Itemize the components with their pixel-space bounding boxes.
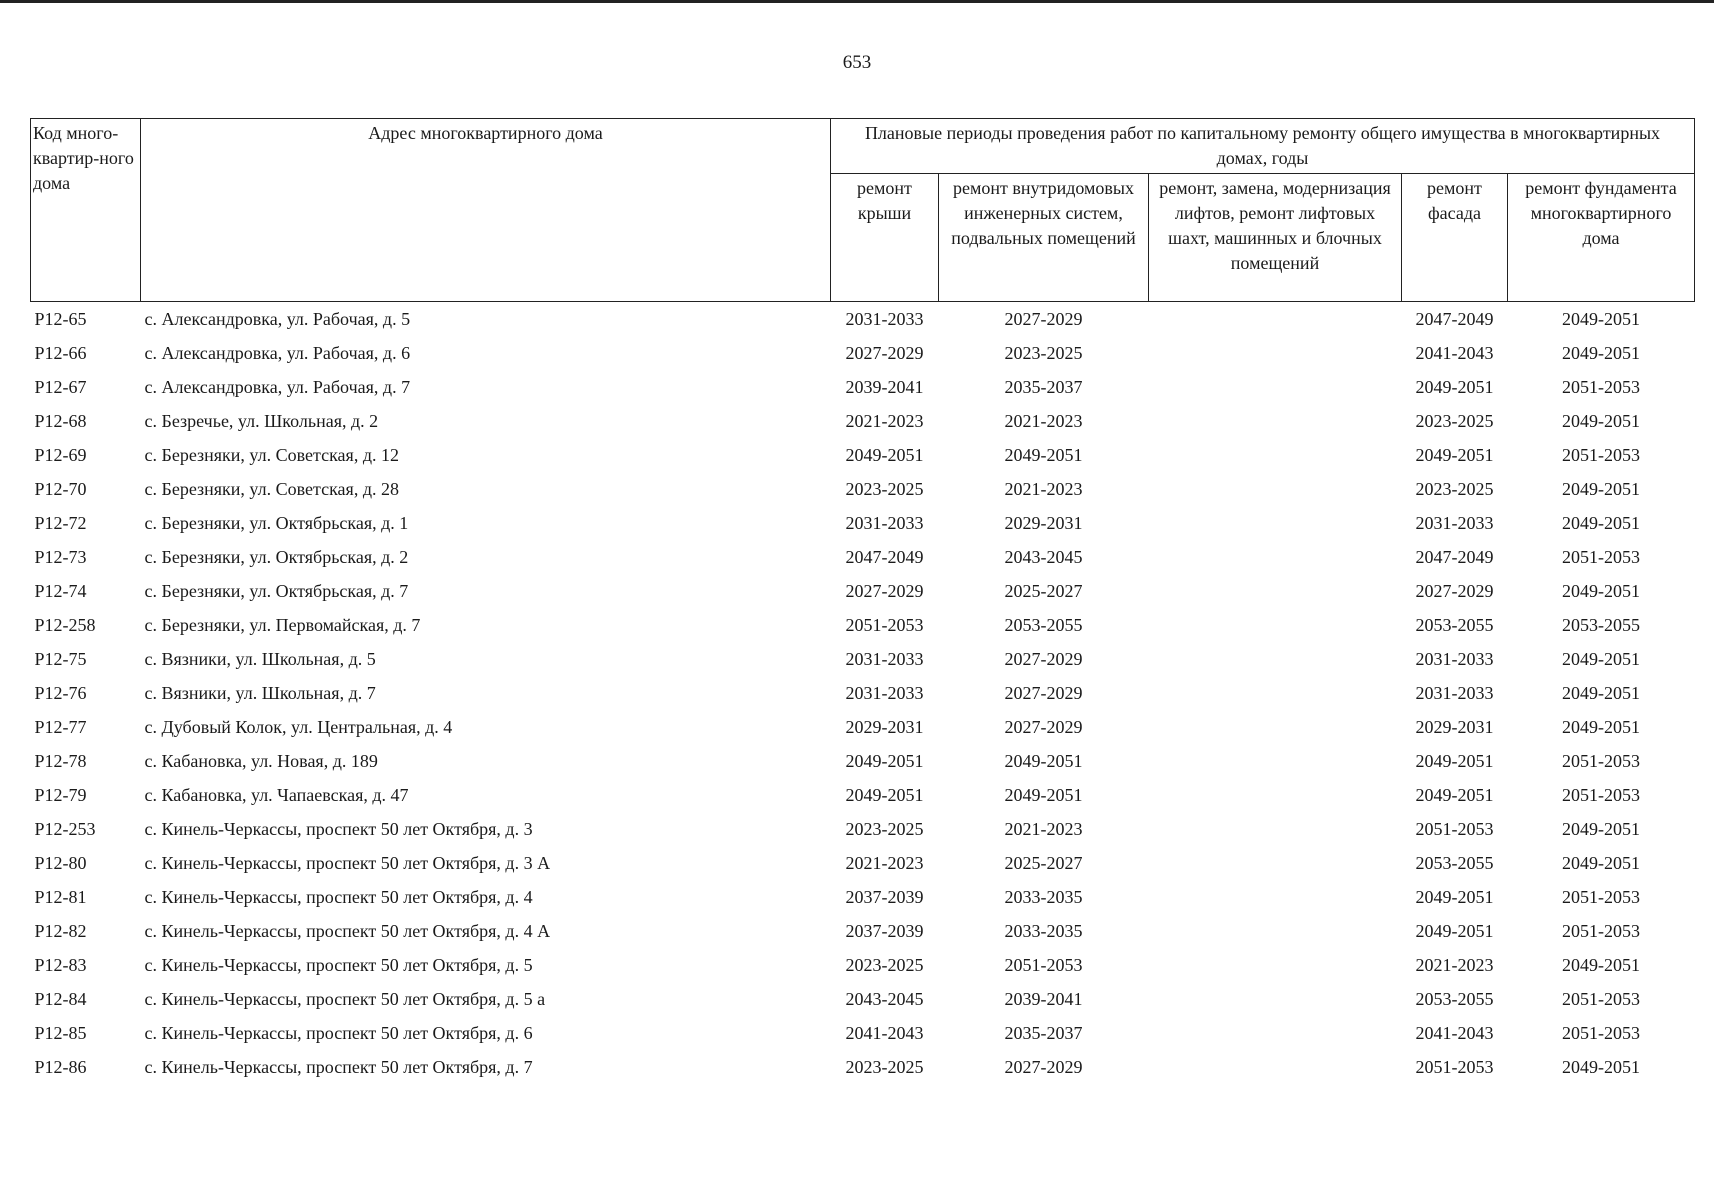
cell-roof: 2029-2031	[845, 716, 924, 737]
cell-facade: 2021-2023	[1415, 954, 1494, 975]
cell-systems: 2027-2029	[1004, 1056, 1083, 1077]
cell-facade: 2023-2025	[1415, 410, 1494, 431]
cell-foundation: 2049-2051	[1562, 580, 1640, 601]
cell-foundation: 2051-2053	[1562, 376, 1640, 397]
cell-address: с. Березняки, ул. Октябрьская, д. 2	[144, 546, 409, 567]
cell-code: Р12-77	[34, 716, 87, 737]
cell-facade: 2047-2049	[1415, 308, 1494, 329]
cell-address: с. Кинель-Черкассы, проспект 50 лет Октября, д. 5	[144, 954, 533, 975]
header-roof: ремонт крыши	[831, 174, 939, 302]
cell-roof: 2041-2043	[845, 1022, 924, 1043]
cell-code: Р12-75	[34, 648, 87, 669]
cell-roof: 2039-2041	[845, 376, 924, 397]
cell-foundation: 2051-2053	[1562, 886, 1640, 907]
cell-foundation: 2051-2053	[1562, 444, 1640, 465]
cell-code: Р12-85	[34, 1022, 87, 1043]
cell-address: с. Вязники, ул. Школьная, д. 5	[144, 648, 376, 669]
cell-elevators	[1149, 574, 1402, 608]
table-row	[31, 540, 1695, 574]
cell-systems: 2049-2051	[1004, 750, 1083, 771]
cell-code: Р12-70	[34, 478, 87, 499]
top-rule	[0, 0, 1714, 3]
cell-facade: 2041-2043	[1415, 342, 1494, 363]
cell-systems: 2035-2037	[1004, 1022, 1083, 1043]
cell-code: Р12-78	[34, 750, 87, 771]
cell-facade: 2031-2033	[1415, 648, 1494, 669]
cell-address: с. Кинель-Черкассы, проспект 50 лет Октября, д. 3 А	[144, 852, 551, 873]
cell-address: с. Александровка, ул. Рабочая, д. 5	[144, 308, 411, 329]
cell-elevators	[1149, 1016, 1402, 1050]
cell-roof: 2027-2029	[845, 342, 924, 363]
cell-roof: 2023-2025	[845, 478, 924, 499]
table-row	[31, 812, 1695, 846]
cell-address: с. Кинель-Черкассы, проспект 50 лет Октября, д. 6	[144, 1022, 533, 1043]
cell-facade: 2049-2051	[1415, 886, 1494, 907]
cell-facade: 2023-2025	[1415, 478, 1494, 499]
cell-roof: 2037-2039	[845, 886, 924, 907]
table-row	[31, 370, 1695, 404]
cell-systems: 2027-2029	[1004, 648, 1083, 669]
cell-elevators	[1149, 846, 1402, 880]
table-row	[31, 914, 1695, 948]
table-row	[31, 438, 1695, 472]
table-row	[31, 642, 1695, 676]
cell-foundation: 2049-2051	[1562, 342, 1640, 363]
cell-address: с. Кабановка, ул. Чапаевская, д. 47	[144, 784, 409, 805]
table-row	[31, 302, 1695, 337]
cell-facade: 2053-2055	[1415, 614, 1494, 635]
cell-address: с. Вязники, ул. Школьная, д. 7	[144, 682, 376, 703]
table-row	[31, 744, 1695, 778]
cell-foundation: 2049-2051	[1562, 682, 1640, 703]
table-row	[31, 574, 1695, 608]
cell-systems: 2021-2023	[1004, 478, 1083, 499]
cell-roof: 2031-2033	[845, 682, 924, 703]
cell-elevators	[1149, 982, 1402, 1016]
cell-code: Р12-86	[34, 1056, 87, 1077]
cell-foundation: 2051-2053	[1562, 988, 1640, 1009]
cell-code: Р12-73	[34, 546, 87, 567]
cell-elevators	[1149, 642, 1402, 676]
cell-elevators	[1149, 880, 1402, 914]
cell-foundation: 2049-2051	[1562, 648, 1640, 669]
cell-roof: 2051-2053	[845, 614, 924, 635]
cell-facade: 2031-2033	[1415, 682, 1494, 703]
cell-foundation: 2049-2051	[1562, 308, 1640, 329]
cell-systems: 2039-2041	[1004, 988, 1083, 1009]
cell-address: с. Березняки, ул. Октябрьская, д. 1	[144, 512, 409, 533]
cell-address: с. Березняки, ул. Советская, д. 12	[144, 444, 399, 465]
cell-facade: 2049-2051	[1415, 750, 1494, 771]
header-code: Код много-квартир-ного дома	[31, 119, 141, 302]
table-row	[31, 404, 1695, 438]
cell-systems: 2043-2045	[1004, 546, 1083, 567]
cell-elevators	[1149, 710, 1402, 744]
cell-code: Р12-69	[34, 444, 87, 465]
cell-facade: 2051-2053	[1415, 1056, 1494, 1077]
cell-roof: 2023-2025	[845, 954, 924, 975]
table-row	[31, 778, 1695, 812]
cell-facade: 2053-2055	[1415, 852, 1494, 873]
cell-roof: 2023-2025	[845, 1056, 924, 1077]
table-row	[31, 472, 1695, 506]
cell-facade: 2029-2031	[1415, 716, 1494, 737]
header-foundation: ремонт фундамента многоквартирного дома	[1508, 174, 1695, 302]
cell-code: Р12-68	[34, 410, 87, 431]
cell-code: Р12-79	[34, 784, 87, 805]
cell-roof: 2031-2033	[845, 512, 924, 533]
cell-roof: 2027-2029	[845, 580, 924, 601]
cell-facade: 2051-2053	[1415, 818, 1494, 839]
table-row	[31, 948, 1695, 982]
cell-address: с. Кабановка, ул. Новая, д. 189	[144, 750, 378, 771]
table-header	[31, 119, 1695, 302]
cell-foundation: 2049-2051	[1562, 512, 1640, 533]
cell-systems: 2029-2031	[1004, 512, 1083, 533]
cell-elevators	[1149, 948, 1402, 982]
cell-address: с. Кинель-Черкассы, проспект 50 лет Октября, д. 7	[144, 1056, 533, 1077]
cell-systems: 2051-2053	[1004, 954, 1083, 975]
header-elevators: ремонт, замена, модернизация лифтов, ремонт лифтовых шахт, машинных и блочных помещений	[1149, 174, 1402, 302]
cell-code: Р12-81	[34, 886, 87, 907]
cell-code: Р12-72	[34, 512, 87, 533]
cell-elevators	[1149, 370, 1402, 404]
cell-elevators	[1149, 506, 1402, 540]
table-row	[31, 846, 1695, 880]
cell-roof: 2043-2045	[845, 988, 924, 1009]
cell-foundation: 2051-2053	[1562, 1022, 1640, 1043]
cell-roof: 2023-2025	[845, 818, 924, 839]
table-row	[31, 1016, 1695, 1050]
cell-foundation: 2049-2051	[1562, 852, 1640, 873]
cell-address: с. Александровка, ул. Рабочая, д. 6	[144, 342, 411, 363]
table-row	[31, 982, 1695, 1016]
header-systems: ремонт внутридомовых инженерных систем, подвальных помещений	[939, 174, 1149, 302]
cell-foundation: 2051-2053	[1562, 546, 1640, 567]
cell-systems: 2033-2035	[1004, 920, 1083, 941]
cell-systems: 2027-2029	[1004, 308, 1083, 329]
cell-facade: 2041-2043	[1415, 1022, 1494, 1043]
table-row	[31, 608, 1695, 642]
cell-elevators	[1149, 812, 1402, 846]
cell-foundation: 2051-2053	[1562, 784, 1640, 805]
cell-roof: 2047-2049	[845, 546, 924, 567]
cell-address: с. Дубовый Колок, ул. Центральная, д. 4	[144, 716, 453, 737]
cell-address: с. Александровка, ул. Рабочая, д. 7	[144, 376, 411, 397]
cell-systems: 2053-2055	[1004, 614, 1083, 635]
cell-roof: 2031-2033	[845, 648, 924, 669]
cell-code: Р12-83	[34, 954, 87, 975]
cell-elevators	[1149, 438, 1402, 472]
cell-facade: 2049-2051	[1415, 444, 1494, 465]
cell-elevators	[1149, 336, 1402, 370]
cell-facade: 2049-2051	[1415, 920, 1494, 941]
cell-systems: 2025-2027	[1004, 852, 1083, 873]
cell-code: Р12-80	[34, 852, 87, 873]
cell-foundation: 2049-2051	[1562, 1056, 1640, 1077]
cell-code: Р12-258	[34, 614, 96, 635]
cell-foundation: 2051-2053	[1562, 750, 1640, 771]
table-row	[31, 710, 1695, 744]
cell-roof: 2021-2023	[845, 410, 924, 431]
table-row	[31, 506, 1695, 540]
cell-elevators	[1149, 540, 1402, 574]
cell-systems: 2035-2037	[1004, 376, 1083, 397]
cell-address: с. Кинель-Черкассы, проспект 50 лет Октября, д. 4	[144, 886, 533, 907]
cell-facade: 2049-2051	[1415, 784, 1494, 805]
cell-systems: 2027-2029	[1004, 716, 1083, 737]
cell-address: с. Березняки, ул. Октябрьская, д. 7	[144, 580, 409, 601]
cell-code: Р12-84	[34, 988, 87, 1009]
cell-systems: 2027-2029	[1004, 682, 1083, 703]
cell-code: Р12-65	[34, 308, 87, 329]
cell-elevators	[1149, 1050, 1402, 1086]
cell-elevators	[1149, 914, 1402, 948]
cell-address: с. Кинель-Черкассы, проспект 50 лет Октября, д. 4 А	[144, 920, 551, 941]
cell-facade: 2053-2055	[1415, 988, 1494, 1009]
cell-foundation: 2049-2051	[1562, 716, 1640, 737]
table-row	[31, 336, 1695, 370]
cell-systems: 2049-2051	[1004, 784, 1083, 805]
cell-foundation: 2051-2053	[1562, 920, 1640, 941]
cell-roof: 2021-2023	[845, 852, 924, 873]
cell-code: Р12-76	[34, 682, 87, 703]
cell-facade: 2027-2029	[1415, 580, 1494, 601]
cell-systems: 2021-2023	[1004, 410, 1083, 431]
cell-systems: 2049-2051	[1004, 444, 1083, 465]
cell-elevators	[1149, 676, 1402, 710]
cell-code: Р12-253	[34, 818, 96, 839]
header-periods: Плановые периоды проведения работ по капитальному ремонту общего имущества в многоквартирных домах, годы	[831, 119, 1695, 174]
header-address: Адрес многоквартирного дома	[141, 119, 831, 302]
cell-elevators	[1149, 744, 1402, 778]
cell-elevators	[1149, 778, 1402, 812]
cell-elevators	[1149, 404, 1402, 438]
cell-foundation: 2049-2051	[1562, 954, 1640, 975]
cell-systems: 2025-2027	[1004, 580, 1083, 601]
cell-roof: 2031-2033	[845, 308, 924, 329]
cell-systems: 2023-2025	[1004, 342, 1083, 363]
table-body	[31, 302, 1695, 1087]
cell-foundation: 2049-2051	[1562, 410, 1640, 431]
cell-address: с. Березняки, ул. Первомайская, д. 7	[144, 614, 421, 635]
cell-code: Р12-66	[34, 342, 87, 363]
table-row	[31, 676, 1695, 710]
cell-facade: 2049-2051	[1415, 376, 1494, 397]
cell-code: Р12-67	[34, 376, 87, 397]
cell-systems: 2033-2035	[1004, 886, 1083, 907]
cell-roof: 2049-2051	[845, 750, 924, 771]
table-row	[31, 880, 1695, 914]
cell-foundation: 2049-2051	[1562, 818, 1640, 839]
cell-elevators	[1149, 608, 1402, 642]
cell-address: с. Березняки, ул. Советская, д. 28	[144, 478, 399, 499]
cell-roof: 2049-2051	[845, 444, 924, 465]
repair-schedule-table	[30, 118, 1695, 1086]
cell-foundation: 2053-2055	[1562, 614, 1640, 635]
cell-address: с. Безречье, ул. Школьная, д. 2	[144, 410, 379, 431]
cell-address: с. Кинель-Черкассы, проспект 50 лет Октября, д. 5 а	[144, 988, 546, 1009]
cell-foundation: 2049-2051	[1562, 478, 1640, 499]
header-facade: ремонт фасада	[1402, 174, 1508, 302]
cell-roof: 2037-2039	[845, 920, 924, 941]
cell-code: Р12-74	[34, 580, 87, 601]
cell-roof: 2049-2051	[845, 784, 924, 805]
cell-elevators	[1149, 472, 1402, 506]
cell-facade: 2047-2049	[1415, 546, 1494, 567]
cell-address: с. Кинель-Черкассы, проспект 50 лет Октября, д. 3	[144, 818, 533, 839]
cell-code: Р12-82	[34, 920, 87, 941]
page-number: 653	[842, 52, 872, 73]
cell-facade: 2031-2033	[1415, 512, 1494, 533]
table-row	[31, 1050, 1695, 1086]
cell-elevators	[1149, 302, 1402, 337]
cell-systems: 2021-2023	[1004, 818, 1083, 839]
header-row-1	[31, 119, 1695, 174]
